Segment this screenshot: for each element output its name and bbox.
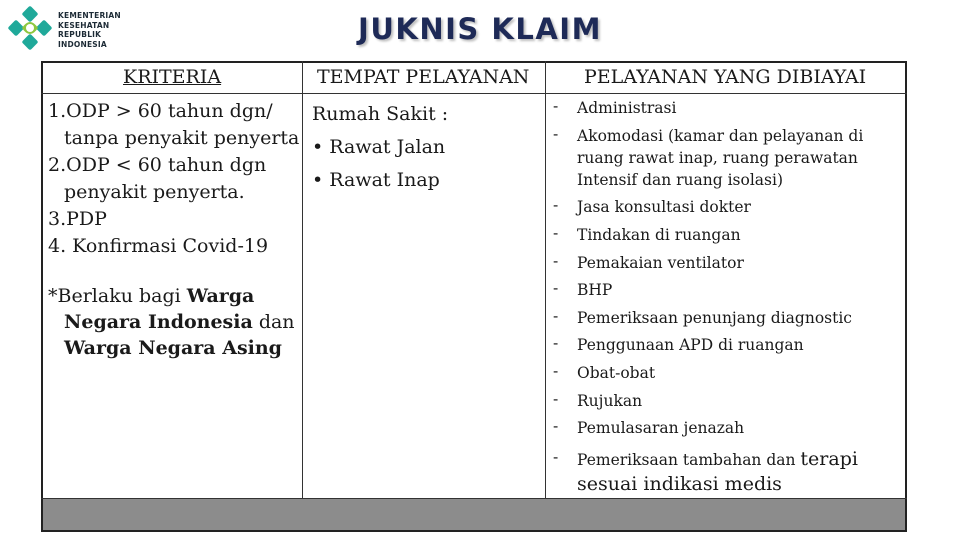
header-tempat: TEMPAT PELAYANAN — [317, 66, 530, 88]
note-bold: Warga — [186, 285, 255, 307]
dash: - — [553, 224, 559, 242]
footer-band — [43, 499, 905, 530]
logo-line: KESEHATAN — [58, 20, 110, 30]
tempat-item: • Rawat Jalan — [312, 136, 446, 158]
tempat-list — [312, 98, 448, 197]
pelayanan-item: sesuai indikasi medis — [577, 473, 782, 495]
header-kriteria: KRITERIA — [123, 66, 222, 88]
dash: - — [553, 334, 559, 352]
pelayanan-item-part: terapi — [800, 448, 858, 470]
tempat-item: • Rawat Inap — [312, 169, 440, 191]
pelayanan-item: Penggunaan APD di ruangan — [577, 336, 804, 354]
pelayanan-item-part: Pemeriksaan tambahan dan — [577, 451, 801, 469]
kriteria-list — [48, 98, 299, 260]
pelayanan-item: BHP — [577, 281, 613, 299]
pelayanan-item: Pemakaian ventilator — [577, 254, 744, 272]
dash: - — [553, 362, 559, 380]
pelayanan-item: Jasa konsultasi dokter — [577, 198, 751, 216]
header-divider — [41, 93, 907, 94]
pelayanan-item: Akomodasi (kamar dan pelayanan di — [577, 127, 864, 145]
note-prefix: *Berlaku bagi — [48, 285, 187, 307]
dash: - — [553, 279, 559, 297]
header-pelayanan: PELAYANAN YANG DIBIAYAI — [584, 66, 867, 88]
dash: - — [553, 307, 559, 325]
dash: - — [553, 196, 559, 214]
note-bold: Negara Indonesia — [64, 311, 253, 333]
pelayanan-item: Intensif dan ruang isolasi) — [577, 171, 784, 189]
pelayanan-item: Rujukan — [577, 392, 643, 410]
dash: - — [553, 448, 559, 466]
pelayanan-item: Tindakan di ruangan — [577, 226, 741, 244]
dash: - — [553, 125, 559, 143]
dash: - — [553, 97, 559, 115]
kriteria-item: tanpa penyakit penyerta — [64, 127, 300, 149]
pelayanan-item: ruang rawat inap, ruang perawatan — [577, 149, 858, 167]
dash: - — [553, 417, 559, 435]
pelayanan-item: Obat-obat — [577, 364, 656, 382]
logo-line: INDONESIA — [58, 39, 107, 49]
kriteria-item: 3.PDP — [48, 208, 107, 230]
column-divider-1 — [302, 61, 303, 498]
kriteria-item: penyakit penyerta. — [64, 181, 245, 203]
kriteria-item: 4. Konfirmasi Covid-19 — [48, 235, 269, 257]
kriteria-item: 1.ODP > 60 tahun dgn/ — [48, 100, 273, 122]
kriteria-item: 2.ODP < 60 tahun dgn — [48, 154, 267, 176]
note-mid: dan — [252, 311, 295, 333]
logo-line: KEMENTERIAN — [58, 11, 121, 20]
tempat-item: Rumah Sakit : — [312, 103, 449, 125]
logo-line: REPUBLIK — [58, 30, 102, 39]
pelayanan-item: Administrasi — [577, 99, 677, 117]
eligibility-note — [48, 283, 295, 361]
pelayanan-item — [577, 448, 858, 471]
pelayanan-item: Pemeriksaan penunjang diagnostic — [577, 309, 852, 327]
dash: - — [553, 252, 559, 270]
note-bold: Warga Negara Asing — [64, 337, 282, 359]
column-divider-2 — [545, 61, 546, 498]
page-title: JUKNIS KLAIM — [358, 12, 602, 46]
dash: - — [553, 390, 559, 408]
pelayanan-item: Pemulasaran jenazah — [577, 419, 745, 437]
